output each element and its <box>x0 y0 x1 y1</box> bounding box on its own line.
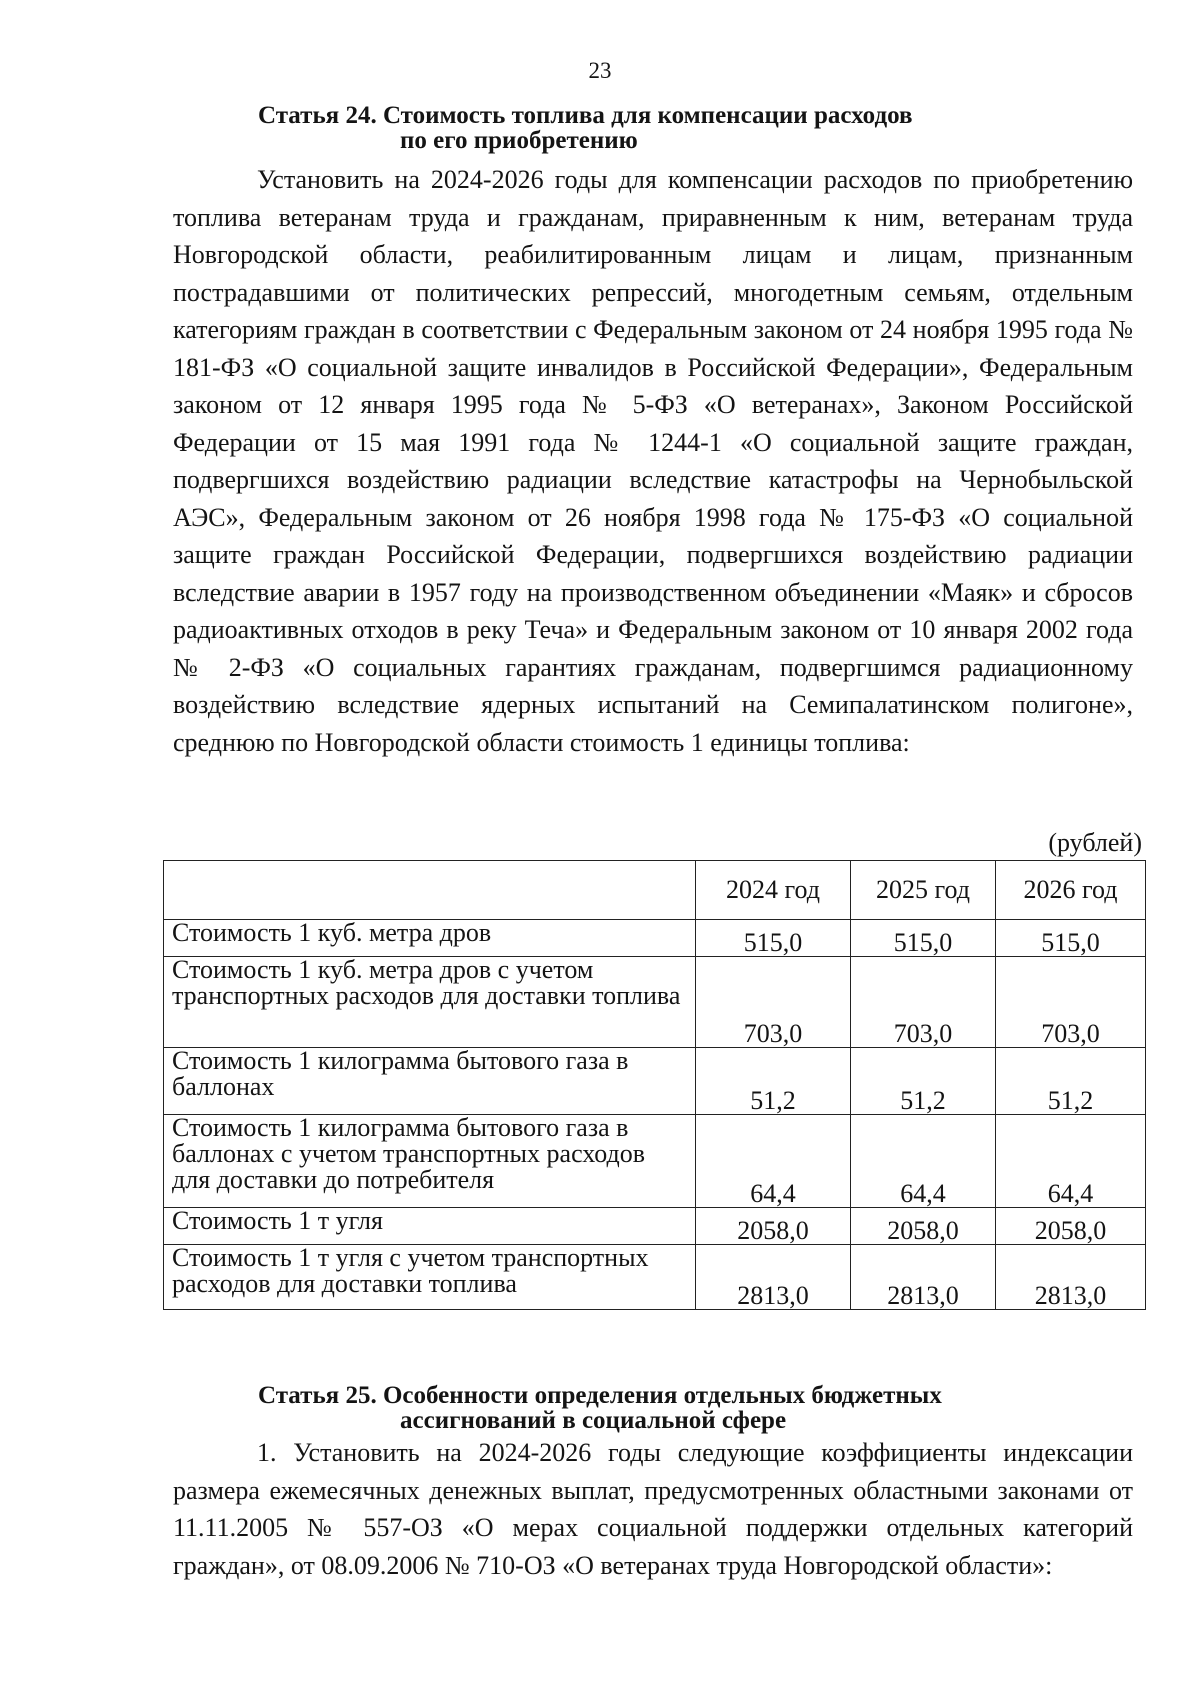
value-cell: 64,4 <box>851 1115 996 1208</box>
value-cell: 515,0 <box>696 920 851 957</box>
value-cell: 2813,0 <box>996 1245 1146 1310</box>
value-cell: 64,4 <box>696 1115 851 1208</box>
table-header-cell <box>164 861 696 920</box>
article-25-title-line-1: Статья 25. Особенности определения отдельных бюджетных <box>258 1382 942 1409</box>
table-row <box>164 1208 1146 1245</box>
article-24-title-line-2: по его приобретению <box>400 127 638 154</box>
table-row <box>164 1048 1146 1115</box>
value-cell: 51,2 <box>996 1048 1146 1115</box>
article-24-title-line-1: Статья 24. Стоимость топлива для компенсации расходов <box>258 102 913 129</box>
table-header-cell: 2026 год <box>996 861 1146 920</box>
row-label: Стоимость 1 т угля <box>164 1208 696 1245</box>
row-label: Стоимость 1 т угля с учетом транспортных расходов для доставки топлива <box>164 1245 696 1310</box>
value-cell: 515,0 <box>996 920 1146 957</box>
value-cell: 2813,0 <box>696 1245 851 1310</box>
page-number: 23 <box>588 58 612 83</box>
value-cell: 703,0 <box>851 957 996 1048</box>
table-row <box>164 1115 1146 1208</box>
article-25-title-line-2: ассигнований в социальной сфере <box>400 1407 787 1434</box>
value-cell: 2058,0 <box>851 1208 996 1245</box>
value-cell: 2813,0 <box>851 1245 996 1310</box>
value-cell: 703,0 <box>996 957 1146 1048</box>
row-label: Стоимость 1 куб. метра дров с учетом транспортных расходов для доставки топлива <box>164 957 696 1048</box>
value-cell: 515,0 <box>851 920 996 957</box>
fuel-cost-table <box>163 860 1146 1310</box>
article-24-paragraph: Установить на 2024-2026 годы для компенсации расходов по приобретению топлива ветеранам труда и гражданам, приравненным к ним, ветеранам труда Новгородской области, реабилитированным лицам и лицам, признанным пострадавшими от политических репрессий, многодетным семьям, отдельным категориям граждан в соответствии с Федеральным законом от 24 ноября 1995 года № 181-ФЗ «О социальной защите инвалидов в Российской Федерации», Федеральным законом от 12 января 1995 года № 5-ФЗ «О ветеранах», Законом Российской Федерации от 15 мая 1991 года № 1244-1 «О социальной защите граждан, подвергшихся воздействию радиации вследствие катастрофы на Чернобыльской АЭС», Федеральным законом от 26 ноября 1998 года № 175-ФЗ «О социальной защите граждан Российской Федерации, подвергшихся воздействию радиации вследствие аварии в 1957 году на производственном объединении «Маяк» и сбросов радиоактивных отходов в реку Теча» и Федеральным законом от 10 января 2002 года № 2-ФЗ «О социальных гарантиях гражданам, подвергшимся радиационному воздействию вследствие ядерных испытаний на Семипалатинском полигоне», среднюю по Новгородской области стоимость 1 единицы топлива: <box>173 165 1133 757</box>
table-header-cell: 2025 год <box>851 861 996 920</box>
row-label: Стоимость 1 килограмма бытового газа в баллонах с учетом транспортных расходов для доставки до потребителя <box>164 1115 696 1208</box>
value-cell: 64,4 <box>996 1115 1146 1208</box>
table-units: (рублей) <box>1048 828 1142 857</box>
value-cell: 51,2 <box>851 1048 996 1115</box>
row-label: Стоимость 1 килограмма бытового газа в баллонах <box>164 1048 696 1115</box>
value-cell: 703,0 <box>696 957 851 1048</box>
value-cell: 2058,0 <box>696 1208 851 1245</box>
table-row <box>164 957 1146 1048</box>
value-cell: 2058,0 <box>996 1208 1146 1245</box>
article-25-paragraph: 1. Установить на 2024-2026 годы следующие коэффициенты индексации размера ежемесячных денежных выплат, предусмотренных областными законами от 11.11.2005 № 557-ОЗ «О мерах социальной поддержки отдельных категорий граждан», от 08.09.2006 № 710-ОЗ «О ветеранах труда Новгородской области»: <box>173 1438 1133 1580</box>
table-header-row <box>164 861 1146 920</box>
table-header-cell: 2024 год <box>696 861 851 920</box>
row-label: Стоимость 1 куб. метра дров <box>164 920 696 957</box>
value-cell: 51,2 <box>696 1048 851 1115</box>
table-row <box>164 1245 1146 1310</box>
table-row <box>164 920 1146 957</box>
